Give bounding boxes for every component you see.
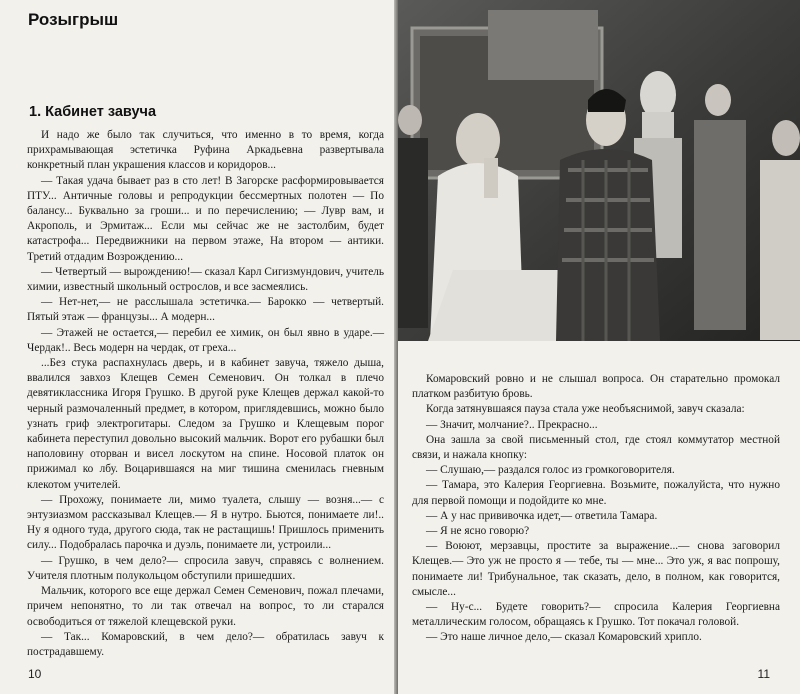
paragraph: — Это наше личное дело,— сказал Комаровский хрипло. [426, 631, 702, 644]
paragraph: И надо же было так случиться, что именно в то время, когда прихрамывающая эстетичка Руфина Аркадьевна развертывала конкретный план украшения классов и коридоров... [27, 129, 384, 172]
right-body-text [412, 372, 780, 646]
paragraph: Когда затянувшаяся пауза стала уже необъяснимой, завуч сказала: [426, 403, 745, 416]
paragraph: Она зашла за свой письменный стол, где стоял коммутатор местной связи, и нажала кнопку: [412, 433, 780, 462]
left-page [0, 0, 398, 694]
paragraph: — Слушаю,— раздался голос из громкоговорителя. [426, 464, 675, 477]
left-body-text [27, 128, 384, 660]
paragraph: — Воюют, мерзавцы, простите за выражение...— снова заговорил Клещев.— Это уж не просто я — тебе, ты — мне... Это уж, я вас попрошу, понимаете ли! Трибунальное, так сказать, дело, в полном, как говорится, смысле... [412, 540, 780, 598]
film-still-photo [398, 0, 800, 341]
paragraph: Мальчик, которого все еще держал Семен Семенович, пожал плечами, причем непонятно, то ли так отвечал на вопрос, то ли старался освободиться от тяжелой клещевской руки. [27, 585, 384, 628]
paragraph: — А у нас прививочка идет,— ответила Тамара. [426, 509, 658, 522]
paragraph: — Нет-нет,— не расслышала эстетичка.— Барокко — четвертый. Пятый этаж — французы... А модерн... [27, 296, 384, 324]
photo-illustration [398, 0, 800, 341]
paragraph: — Грушко, в чем дело?— спросила завуч, справясь с волнением. Учителя плотным полукольцом обступили пришедших. [27, 554, 384, 582]
paragraph: — Такая удача бывает раз в сто лет! В Загорске расформировывается ПТУ... Античные головы и репродукции бессмертных полотен — По балансу... Буквально за гроши... и по перечислению; — Лувр вам, и Акрополь, и Эрмитаж... Если мы сейчас же не застолбим, будет катастрофа... Передвижники на первом этаже, На втором — антики. Третий отдадим Возрождению... [27, 174, 384, 263]
chapter-title: 1. Кабинет завуча [29, 104, 157, 120]
paragraph: — Четвертый — вырождению!— сказал Карл Сигизмундович, учитель химии, известный школьный острослов, и все засмеялись. [27, 265, 385, 294]
paragraph: — Значит, молчание?.. Прекрасно... [426, 418, 598, 431]
paragraph: — Так... Комаровский, в чем дело?— обратилась завуч к пострадавшему. [27, 630, 384, 658]
paragraph: — Ну-с... Будете говорить?— спросила Калерия Георгиевна металлическим голосом, обращаясь к Грушко. Тот покачал головой. [412, 601, 780, 629]
paragraph: Комаровский ровно и не слышал вопроса. Он старательно промокал платком разбитую бровь. [412, 373, 780, 401]
paragraph: — Этажей не остается,— перебил ее химик, он был явно в ударе.— Чердак!.. Весь модерн на чердак, от греха... [27, 326, 384, 354]
page-number-right: 11 [757, 667, 770, 681]
paragraph: — Тамара, это Калерия Георгиевна. Возьмите, пожалуйста, что нужно для первой помощи и подойдите ко мне. [412, 479, 780, 507]
paragraph: ...Без стука распахнулась дверь, и в кабинет завуча, тяжело дыша, ввалился завхоз Клещев Семен Семенович. Он толкал в плечо девятиклассника Игоря Грушко. В другой руке Клещев держал какой-то черный размочаленный предмет, в котором, приглядевшись, можно было узнать гриф электрогитары. Следом за Грушко и Клещевым порог кабинета переступил довольно высокий мальчик. Ворот его рубашки был наполовину оторван и висел лоскутом на спине. Носовой платок он прижимал ко лбу. Воцарившаяся на миг тишина сменилась гневным клекотом учителей. [27, 357, 384, 491]
page-number-left: 10 [28, 667, 42, 681]
right-page [398, 0, 800, 694]
paragraph: — Прохожу, понимаете ли, мимо туалета, слышу — возня...— с энтузиазмом рассказывал Клещев.— Я в нутро. Бьются, понимаете ли!.. Ну я одного туда, другого сюда, так не растащишь! Пришлось применить силу... Подобралась парочка и дуэль, понимаете ли, устроили... [27, 493, 384, 552]
section-title: Розыгрыш [28, 10, 119, 29]
paragraph: — Я не ясно говорю? [426, 525, 530, 538]
